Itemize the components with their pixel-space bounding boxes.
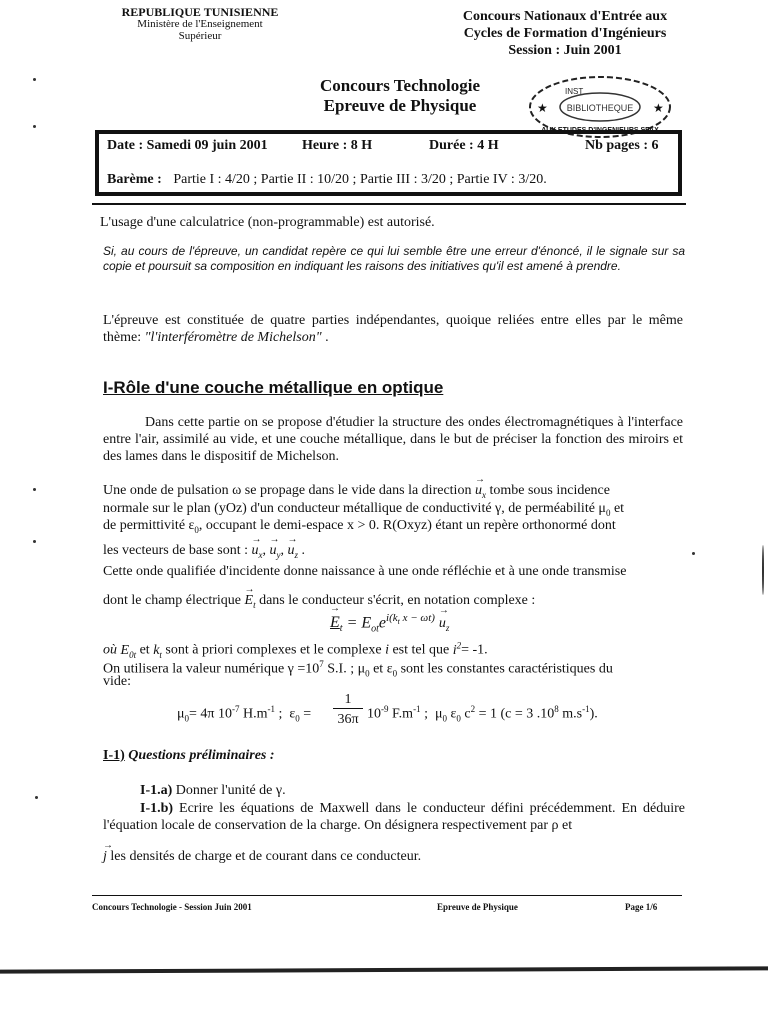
basis-ux: → $u_x$ (252, 542, 263, 564)
vacuum-label: vide: (103, 674, 131, 689)
footer-page-number: Page 1/6 (625, 902, 658, 912)
question-1b-end-text: les densités de charge et de courant dans ce conducteur. (110, 849, 422, 864)
electric-field-text-b: dans le conducteur s'écrit, en notation complexe : (259, 593, 536, 608)
scan-speck (33, 540, 36, 543)
question-1b-text: Ecrire les équations de Maxwell dans le conducteur défini précédemment. En déduire l'équation locale de conservation de la charge. On désignera respectivement par ρ et (103, 801, 685, 833)
complex-note-end: = -1. (461, 642, 488, 658)
contest-line-2: Cycles de Formation d'Ingénieurs (463, 26, 667, 41)
gamma-value-text-2: S.I. ; μ (323, 661, 366, 677)
gamma-value-text-4: sont les constantes caractéristiques du (397, 661, 613, 677)
scan-speck (33, 488, 36, 491)
complex-note-text-2: est tel que (392, 642, 450, 658)
scan-edge-mark (762, 545, 764, 595)
session-label: Session : Juin 2001 (508, 43, 622, 58)
error-instructions: Si, au cours de l'épreuve, un candidat repère ce qui lui semble être une erreur d'énoncé, il le signale sur sa copie et poursuit sa composition en indiquant les raisons des initiatives qu'il est amené à prendre. (103, 244, 685, 273)
exam-date: Date : Samedi 09 juin 2001 (107, 138, 268, 153)
subsection-1-label: I-1) (103, 748, 125, 763)
gamma-value-text-3: et ε (369, 661, 393, 677)
stamp-text-top: INST (565, 87, 584, 96)
incident-wave-text: Cette onde qualifiée d'incidente donne naissance à une onde réfléchie et à une onde transmise (103, 564, 627, 579)
exam-info-box (95, 130, 682, 196)
structure-text: L'épreuve est constituée de quatre parties indépendantes, quoique reliées entre elles par le même thème: (103, 313, 683, 345)
basis-uz: → $u_z$ (288, 542, 299, 564)
exam-duration: Durée : 4 H (429, 138, 499, 153)
section-1-intro: Dans cette partie on se propose d'étudier la structure des ondes électromagnétiques à l'interface entre l'air, assimilé au vide, et une couche métallique, dans le but de préciser la fonction des miroirs et des lames dans le dispositif de Michelson. (103, 415, 683, 464)
ministry-line-2: Supérieur (178, 30, 222, 42)
vector-ux: → $u_x$ (475, 482, 486, 504)
vector-j: → j (103, 848, 107, 865)
wave-line-2: normale sur le plan (yOz) d'un conducteur métallique de conductivité γ, de perméabilité $\mu_0$ et (103, 501, 625, 518)
exam-structure (103, 312, 683, 346)
footer-rule (92, 895, 682, 896)
theme-text: "l'interféromètre de Michelson" (144, 330, 322, 345)
complex-note-text: sont à priori complexes et le complexe (165, 642, 382, 658)
page-count: Nb pages : 6 (585, 138, 659, 153)
vector-Et-inline: → $E_t$ (245, 592, 256, 614)
stamp-star-left: ★ (537, 101, 548, 115)
stamp-text-mid: BIBLIOTHEQUE (566, 103, 634, 113)
wave-line-3: de permittivité $\varepsilon_0$, occupant le demi-espace x > 0. R(Oxyz) étant un repère orthonormé dont (103, 518, 616, 535)
scan-speck (692, 552, 695, 555)
basis-vectors-label: les vecteurs de base sont : (103, 543, 249, 558)
question-1a-label: I-1.a) (140, 783, 173, 798)
stamp-star-right: ★ (653, 101, 664, 115)
scan-speck (33, 125, 36, 128)
basis-vectors-line: les vecteurs de base sont : → $u_x$, → $u_y$, → $u_z$ . (103, 542, 683, 564)
exam-title-line-2: Epreuve de Physique (323, 96, 477, 115)
contest-line-1: Concours Nationaux d'Entrée aux (462, 9, 668, 24)
vacuum-constants-equation: $\mu_0= 4\pi$ $10^{-7}$ $H.m^{-1}$ ; $\varepsilon_0$ = 1 36π $10^{-9}$ $F.m^{-1}$ ; $\mu_0$ $\varepsilon_0$ $c^2 = 1$ (c = 3 $.10^8$ $m.s^{-1}$). (177, 692, 598, 727)
electric-field-text-a: dont le champ électrique (103, 593, 241, 608)
wave-line-1b: tombe sous incidence (489, 483, 610, 498)
header-rule (92, 203, 686, 205)
wave-line-2-end: et (610, 501, 625, 516)
grading-scale: Partie I : 4/20 ; Partie II : 10/20 ; Partie III : 3/20 ; Partie IV : 3/20. (173, 172, 547, 187)
question-1b-end (103, 848, 685, 865)
wave-line-1a: Une onde de pulsation ω se propage dans le vide dans la direction (103, 483, 472, 498)
wave-line-3-end: , occupant le demi-espace x > 0. R(Oxyz) étant un repère orthonormé dont (198, 518, 616, 533)
section-1-title: I-Rôle d'une couche métallique en optique (103, 378, 444, 397)
ministry-line-1: Ministère de l'Enseignement (137, 18, 263, 30)
ministry-block (100, 6, 300, 42)
question-1a (140, 782, 685, 799)
subsection-1-title: Questions préliminaires : (128, 748, 275, 763)
complex-note-et: et (139, 642, 150, 658)
complex-note-ou: où (103, 642, 117, 658)
scan-speck (35, 796, 38, 799)
gamma-value-text: On utilisera la valeur numérique γ =10 (103, 661, 320, 677)
complex-note-line: où $E_{0t}$ et $k_t$ sont à priori complexes et le complexe i est tel que $i^2= -1$. (103, 640, 488, 660)
country-name: REPUBLIQUE TUNISIENNE (121, 5, 279, 19)
wave-line-2-text: normale sur le plan (yOz) d'un conducteur métallique de conductivité γ, de perméabilité μ (103, 501, 606, 516)
question-1a-text: Donner l'unité de γ. (175, 783, 286, 798)
exam-title-line-1: Concours Technologie (319, 76, 481, 95)
info-row-2 (107, 172, 670, 188)
scan-speck (33, 78, 36, 81)
footer-contest: Concours Technologie - Session Juin 2001 (92, 902, 252, 912)
basis-uy: → $u_y$ (270, 542, 281, 564)
grading-label: Barème : (107, 172, 162, 187)
theme-end: . (321, 330, 329, 345)
wave-line-3-text: de permittivité ε (103, 518, 195, 533)
question-1b (103, 800, 685, 834)
transmitted-field-equation: → $E_t = E_{ot}e^{i(k_t x - \omega t)} \to u_z$ (330, 612, 449, 635)
question-1b-label: I-1.b) (140, 801, 174, 816)
calculator-note: L'usage d'une calculatrice (non-programmable) est autorisé. (100, 215, 435, 230)
stamp-text-bottom: AUX ETUDES D'INGENIEURS SFAX (541, 127, 659, 134)
numerical-values-line: On utilisera la valeur numérique $\gamma =10^7$ S.I. ; $\mu_0$ et $\varepsilon_0$ sont les constantes caractéristiques du (103, 659, 613, 679)
exam-title (300, 76, 500, 116)
electric-field-line (103, 592, 683, 614)
subsection-1-heading (103, 748, 275, 764)
scan-edge-line (0, 966, 768, 973)
footer-exam: Epreuve de Physique (437, 902, 518, 912)
exam-time: Heure : 8 H (302, 138, 373, 153)
contest-block (440, 8, 690, 59)
